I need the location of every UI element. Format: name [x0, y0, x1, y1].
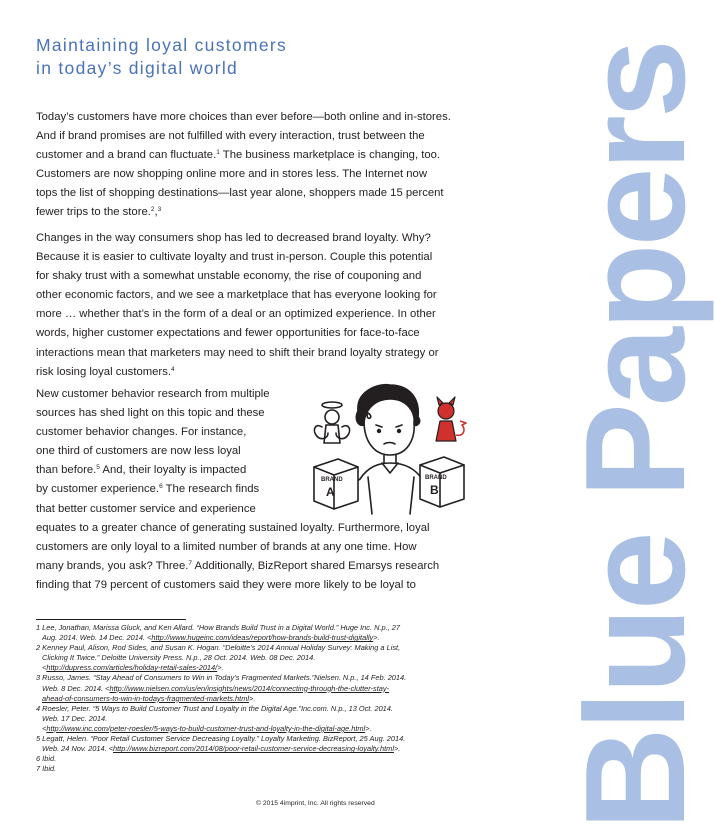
text-run: by customer experience. — [36, 483, 160, 496]
title-line-1: Maintaining loyal customers — [36, 35, 288, 55]
footnote-text: Aug. 2014. Web. 14 Dec. 2014. < — [42, 633, 152, 643]
brand-a-letter: A — [326, 485, 335, 499]
text-line: Today’s customers have more choices than ever before—both online and in-stores. — [36, 111, 451, 123]
footnote-5-link[interactable]: http://www.bizreport.com/2014/08/poor-retail-customer-service-decreasing-loyalty.html — [113, 744, 394, 754]
footnote-text: Web. 24 Nov. 2014. < — [42, 744, 114, 754]
footnote-4-cont — [36, 724, 488, 734]
footnote-6: 6 Ibid. — [36, 754, 57, 764]
side-banner-text: Blue Papers — [556, 42, 715, 830]
text-run: than before. — [36, 464, 97, 477]
footnotes — [36, 623, 488, 774]
brand-choice-illustration — [298, 381, 476, 514]
footnote-2: 2 Kenney Paul, Alison, Rod Sides, and Susan K. Hogan. “Deloitte’s 2014 Annual Holiday Survey: Making a List, — [36, 643, 401, 653]
page-title — [36, 34, 436, 80]
footnote-1-link[interactable]: http://www.hugeinc.com/ideas/report/how-brands-build-trust-digitally — [151, 633, 374, 643]
text-line: one third of customers are now less loyal — [36, 445, 241, 458]
text-run: And, their loyalty is impacted — [99, 464, 247, 477]
text-line: Changes in the way consumers shop has led to decreased brand loyalty. Why? — [36, 232, 431, 244]
text-line: sources has shed light on this topic and these — [36, 407, 265, 420]
text-run: fewer trips to the store. — [36, 206, 151, 219]
text-line: Because it is easier to cultivate loyalty and trust in-person. Couple this potential — [36, 251, 433, 264]
side-banner — [490, 0, 715, 830]
footnote-text: >. — [393, 744, 401, 754]
footnote-3-link-cont[interactable]: ahead-of-consumers-to-win-in-todays-fragmented-markets.html — [42, 693, 250, 703]
text-line — [36, 203, 482, 222]
footnote-text: >. — [217, 663, 224, 673]
text-line: New customer behavior research from multiple — [36, 388, 270, 400]
footnote-ref-2: 2 — [150, 206, 155, 214]
footnote-ref-3: 3 — [157, 206, 162, 214]
footnote-text: < — [42, 723, 47, 733]
text-line: that better customer service and experience — [36, 502, 256, 515]
footnote-5-cont — [36, 744, 488, 754]
footnote-2-cont: Clicking It Twice.” Deloitte University Press. N.p., 28 Oct. 2014. Web. 08 Dec. 2014. — [42, 653, 316, 663]
text-line: And if brand promises are not fulfilled with every interaction, trust between the — [36, 130, 425, 143]
copyright-notice: © 2015 4imprint, Inc. All rights reserved — [256, 800, 375, 807]
footnote-ref-1: 1 — [216, 149, 220, 157]
text-line: other economic factors, and we see a marketplace that has everyone looking for — [36, 289, 437, 302]
footnote-ref-7: 7 — [188, 559, 193, 567]
footnote-2-link[interactable]: http://dupress.com/articles/holiday-retail-sales-2014/ — [46, 663, 218, 673]
footnote-text: < — [42, 663, 47, 673]
text-line: tops the list of shopping destinations—last year alone, shoppers made 15 percent — [36, 187, 444, 200]
footnote-ref-5: 5 — [96, 464, 100, 472]
paragraph-1 — [36, 108, 482, 223]
text-line: interactions mean that marketers may need to shift their brand loyalty strategy or — [36, 346, 439, 359]
title-line-2: in today’s digital world — [36, 58, 239, 78]
footnote-2-cont — [36, 663, 488, 673]
text-run: customer and a brand can fluctuate. — [36, 149, 217, 162]
footnote-ref-separator: , — [154, 206, 158, 219]
footnote-text: >. — [365, 723, 372, 733]
footnote-4-cont: Web. 17 Dec. 2014. — [42, 713, 108, 723]
text-line: more … whether that’s in the form of a deal or an optimized experience. In other — [36, 308, 436, 321]
footnote-3-cont — [36, 684, 488, 694]
text-line — [36, 146, 482, 165]
text-line — [36, 557, 482, 576]
footnote-3: 3 Russo, James. “Stay Ahead of Consumers to Win in Today’s Fragmented Markets.”Nielsen. N.p., 14 Feb. 2014. — [36, 673, 407, 683]
text-line: equates to a greater chance of generating sustained loyalty. Furthermore, loyal — [36, 521, 430, 534]
text-run: many brands, you ask? Three. — [36, 559, 189, 572]
footnote-1: 1 Lee, Jonathan, Marissa Gluck, and Ken Allard. “How Brands Build Trust in a Digital World.” Huge Inc. N.p., 27 — [36, 623, 400, 632]
footnote-3-link[interactable]: http://www.nielsen.com/us/en/insights/news/2014/connecting-through-the-clutter-stay- — [109, 683, 390, 693]
footnote-text: Web. 8 Dec. 2014. < — [42, 683, 110, 693]
text-line: customer behavior changes. For instance, — [36, 426, 247, 439]
footnote-text: >. — [373, 633, 380, 643]
text-line: words, higher customer expectations and fewer opportunities for face-to-face — [36, 327, 420, 340]
brand-b-label: BRAND — [425, 475, 447, 481]
footnote-1-cont — [36, 633, 488, 643]
text-line: Customers are now shopping online more and in stores less. The Internet now — [36, 168, 428, 181]
paragraph-2 — [36, 229, 482, 382]
text-line — [36, 363, 482, 382]
footnote-7: 7 Ibid. — [36, 764, 57, 774]
footnote-ref-6: 6 — [159, 483, 163, 491]
text-run: risk losing loyal customers. — [36, 365, 171, 378]
footnote-divider — [36, 619, 186, 620]
text-run: The research finds — [162, 483, 260, 496]
text-run: The business marketplace is changing, too. — [219, 149, 441, 162]
text-line: for shaky trust with a somewhat unstable economy, the rise of couponing and — [36, 270, 422, 283]
footnote-text: >. — [249, 693, 256, 703]
text-run: Additionally, BizReport shared Emarsys research — [192, 559, 440, 572]
text-line: finding that 79 percent of customers said they were more likely to be loyal to — [36, 578, 416, 591]
footnote-ref-4: 4 — [170, 365, 175, 373]
footnote-5: 5 Legatt, Helen. “Poor Retail Customer Service Decreasing Loyalty.” Loyalty Marketing. BizReport, 25 Aug. 2014. — [36, 734, 406, 744]
footnote-4: 4 Roesler, Peter. “5 Ways to Build Customer Trust and Loyalty in the Digital Age.”Inc.com. N.p., 13 Oct. 2014. — [36, 703, 393, 713]
brand-a-label: BRAND — [321, 477, 343, 483]
text-line: customers are only loyal to a limited number of brands at any one time. How — [36, 540, 417, 553]
footnote-3-cont — [36, 694, 488, 704]
brand-b-letter: B — [430, 483, 439, 497]
footnote-4-link[interactable]: http://www.inc.com/peter-roesler/5-ways-to-build-customer-trust-and-loyalty-in-the-digital-age.html — [46, 723, 366, 733]
